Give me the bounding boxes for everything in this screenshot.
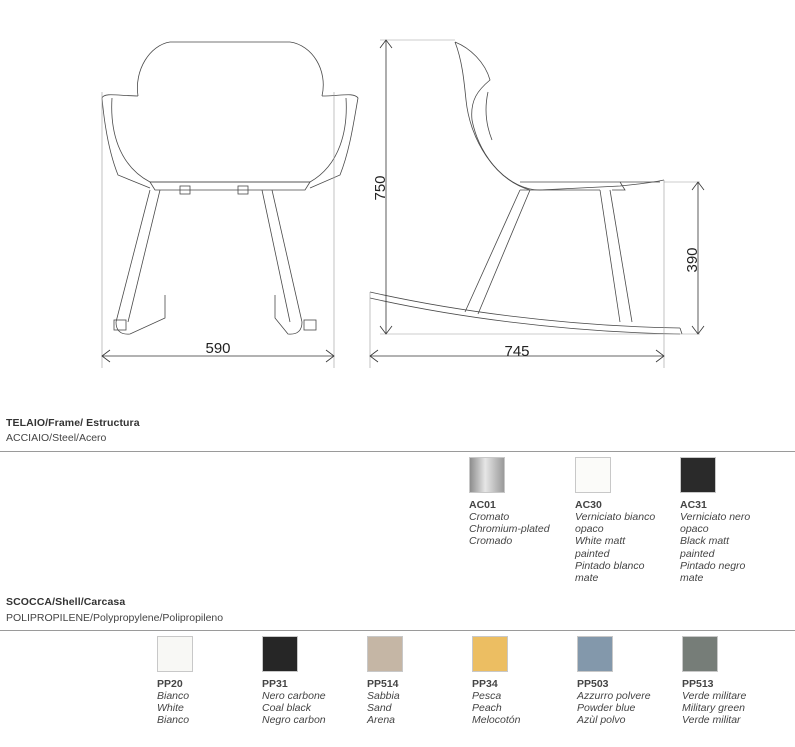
finish-code: PP513 [682,678,714,690]
finish-name: Azzurro polvere Powder blue Azùl polvo [577,690,651,727]
finish-code: AC01 [469,499,496,511]
chair-side-view [370,42,682,334]
depth-label: 745 [504,343,530,360]
finish-pp503 [577,636,687,727]
width-label: 590 [205,340,231,357]
swatch-coal-black [262,636,298,672]
finish-code: PP34 [472,678,498,690]
finish-pp20 [157,636,267,727]
finish-name: Verniciato bianco opaco White matt painted Pintado blanco mate [575,511,656,585]
frame-material: ACCIAIO/Steel/Acero [6,432,107,444]
height-label: 750 [372,175,389,201]
shell-section-title: SCOCCA/Shell/Carcasa [6,596,126,608]
frame-divider [0,451,795,452]
swatch-chrome [469,457,505,493]
finish-ac01 [469,457,579,548]
finish-name: Verniciato nero opaco Black matt painted Pintado negro mate [680,511,751,585]
shell-material: POLIPROPILENE/Polypropylene/Polipropileno [6,612,224,624]
seat-height-label: 390 [684,247,701,273]
finish-name: Nero carbone Coal black Negro carbon [262,690,326,727]
finish-pp31 [262,636,372,727]
swatch-black-matt [680,457,716,493]
swatch-sand [367,636,403,672]
swatch-white-matt [575,457,611,493]
shell-divider [0,630,795,631]
swatch-powder-blue [577,636,613,672]
finish-code: AC31 [680,499,707,511]
chair-front-view [102,42,358,334]
finish-pp513 [682,636,792,727]
finish-code: PP20 [157,678,183,690]
finish-ac30 [575,457,685,584]
finish-name: Bianco White Bianco [157,690,190,727]
finish-code: PP514 [367,678,399,690]
finish-pp514 [367,636,477,727]
swatch-white [157,636,193,672]
finish-name: Pesca Peach Melocotón [472,690,521,727]
finish-code: PP503 [577,678,609,690]
finish-name: Cromato Chromium-plated Cromado [469,511,550,548]
swatch-military-green [682,636,718,672]
swatch-peach [472,636,508,672]
finish-code: PP31 [262,678,288,690]
finish-code: AC30 [575,499,602,511]
finish-name: Verde militare Military green Verde militar [682,690,747,727]
finish-ac31 [680,457,790,584]
finish-name: Sabbia Sand Arena [367,690,400,727]
finish-pp34 [472,636,582,727]
frame-section-title: TELAIO/Frame/ Estructura [6,417,140,429]
